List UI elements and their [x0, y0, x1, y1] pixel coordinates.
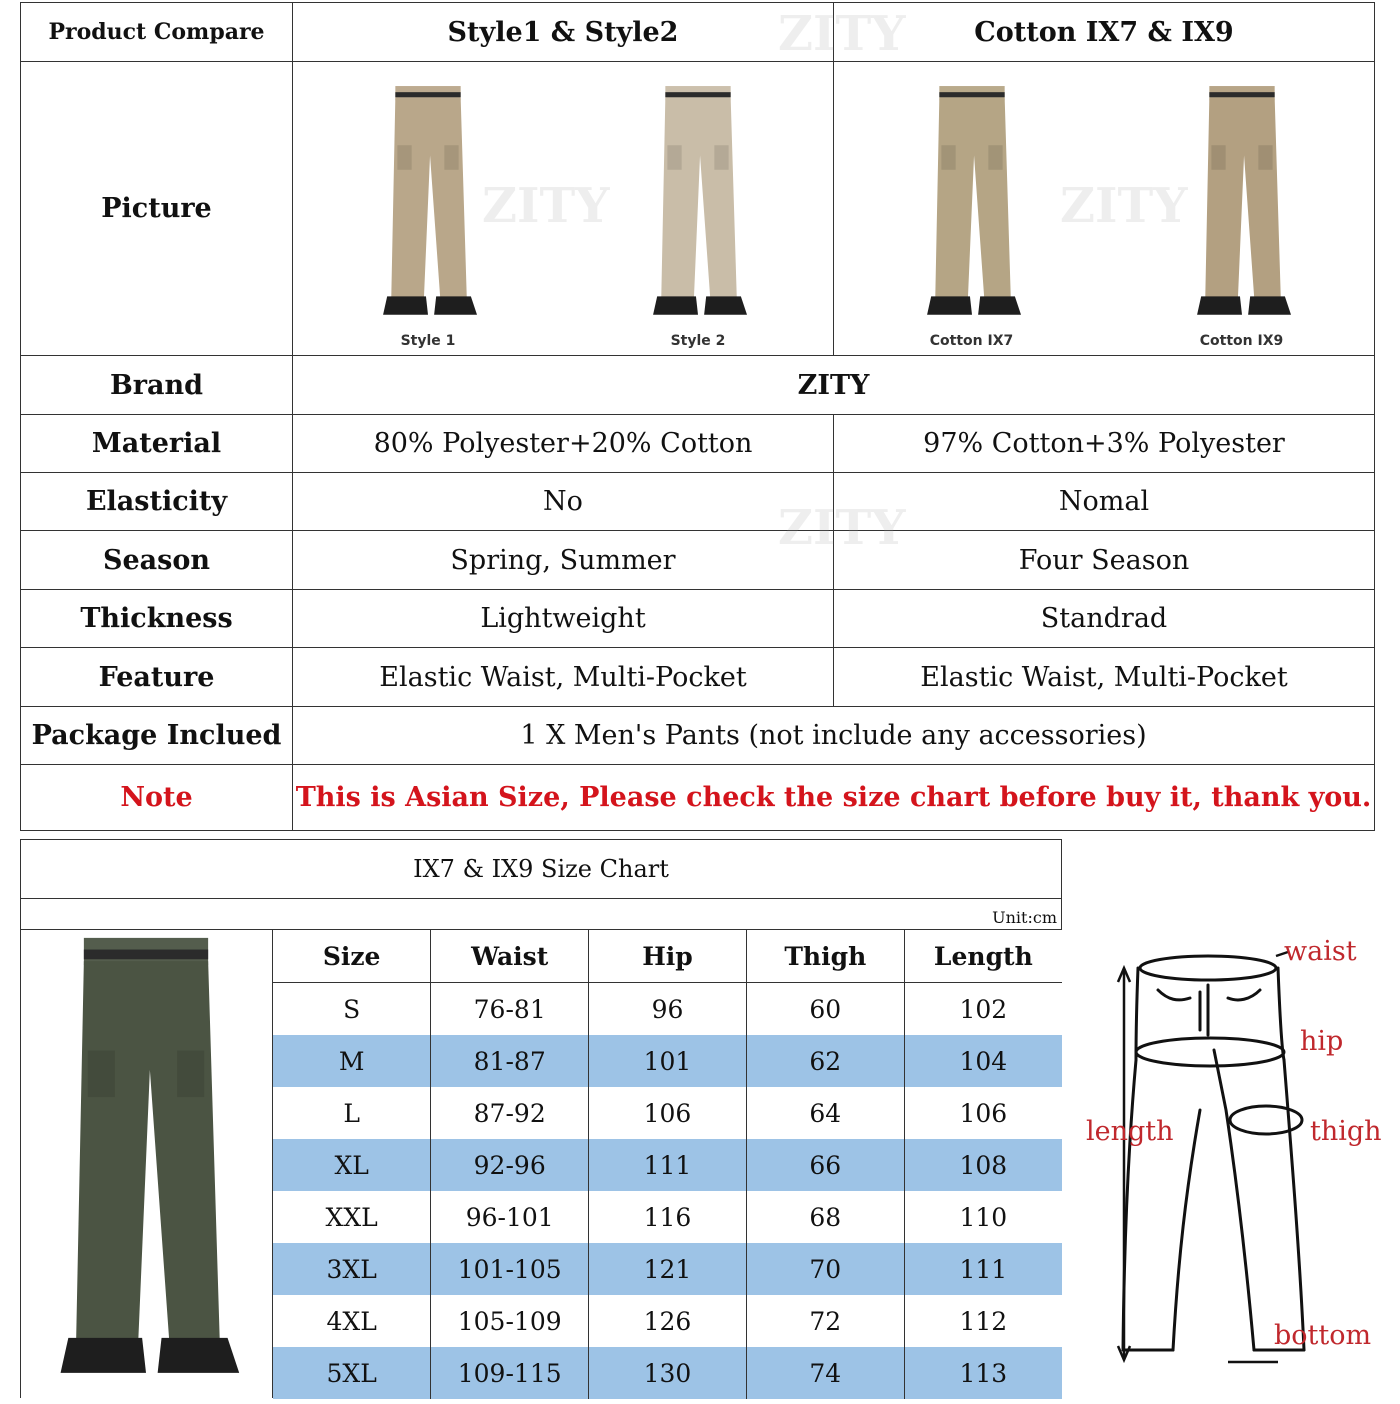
zity-watermark: ZITY — [1060, 178, 1188, 234]
season-label: Season — [21, 531, 293, 590]
size-chart-cell: 5XL — [273, 1347, 431, 1399]
style1-picture — [373, 84, 483, 355]
size-chart-cell: 76-81 — [431, 983, 589, 1036]
note-label: Note — [21, 765, 293, 831]
feature-style-value: Elastic Waist, Multi-Pocket — [293, 648, 834, 707]
cotton-ix7-picture — [907, 84, 1037, 355]
size-chart-body — [273, 983, 1062, 1400]
size-chart-cell: 64 — [746, 1087, 904, 1139]
size-chart-row — [273, 1243, 1062, 1295]
season-cotton-value: Four Season — [834, 531, 1375, 590]
style1-pants-image — [373, 84, 483, 329]
style-pictures-cell — [293, 62, 834, 356]
cotton-ix7-caption: Cotton IX7 — [929, 332, 1014, 349]
material-cotton-value: 97% Cotton+3% Polyester — [834, 415, 1375, 473]
package-value: 1 X Men's Pants (not include any accessories) — [293, 707, 1375, 765]
zity-watermark: ZITY — [482, 178, 610, 234]
size-chart-cell: 62 — [746, 1035, 904, 1087]
compare-header-label: Product Compare — [21, 3, 293, 62]
size-chart-cell: L — [273, 1087, 431, 1139]
size-chart-cell: XXL — [273, 1191, 431, 1243]
size-chart-cell: 102 — [959, 994, 1008, 1024]
size-chart-column-header: Length — [904, 930, 1062, 983]
size-chart-row — [273, 1139, 1062, 1191]
thickness-label: Thickness — [21, 590, 293, 648]
size-chart-row — [273, 1347, 1062, 1399]
size-chart-cell: 96 — [589, 983, 747, 1036]
feature-label: Feature — [21, 648, 293, 707]
pants-outline — [1123, 956, 1304, 1350]
material-label: Material — [21, 415, 293, 473]
zity-watermark: ZITY — [778, 500, 906, 556]
note-value: This is Asian Size, Please check the size chart before buy it, thank you. — [293, 765, 1375, 831]
size-chart-cell: XL — [273, 1139, 431, 1191]
size-chart-cell: 4XL — [273, 1295, 431, 1347]
picture-label: Picture — [21, 62, 293, 356]
elasticity-style-value: No — [293, 473, 834, 531]
size-chart-cell: 101-105 — [431, 1243, 589, 1295]
thickness-cotton-value: Standrad — [834, 590, 1375, 648]
size-chart-cell: 113 — [904, 1347, 1062, 1399]
size-chart-table — [273, 930, 1062, 1399]
cotton-ix9-caption: Cotton IX9 — [1199, 332, 1284, 349]
size-chart-cell: 3XL — [273, 1243, 431, 1295]
measurement-arrows — [1118, 952, 1288, 1362]
brand-label: Brand — [21, 356, 293, 415]
cotton-ix9-picture — [1182, 84, 1302, 355]
style1-caption: Style 1 — [400, 332, 456, 349]
size-chart-header-row — [273, 930, 1062, 983]
size-chart-cell: 81-87 — [431, 1035, 589, 1087]
hip-label: hip — [1300, 1026, 1344, 1057]
size-chart-row — [273, 983, 1062, 1036]
compare-header-style: Style1 & Style2 — [293, 3, 834, 62]
size-chart-cell: 105-109 — [431, 1295, 589, 1347]
olive-pants-image — [21, 934, 271, 1400]
size-chart-cell: 111 — [904, 1243, 1062, 1295]
size-chart-cell: 112 — [959, 1306, 1008, 1336]
cotton-ix7-pants-image — [907, 84, 1037, 329]
size-chart-row — [273, 1035, 1062, 1087]
size-chart-title: IX7 & IX9 Size Chart — [20, 839, 1062, 899]
thigh-label: thigh — [1310, 1116, 1382, 1147]
cotton-pictures-cell — [834, 62, 1375, 356]
size-chart-cell: 72 — [746, 1295, 904, 1347]
material-style-value: 80% Polyester+20% Cotton — [293, 415, 834, 473]
size-chart-cell: 106 — [959, 1098, 1008, 1128]
size-chart-cell: 101 — [589, 1035, 747, 1087]
size-chart-cell: 110 — [959, 1202, 1008, 1232]
feature-cotton-value: Elastic Waist, Multi-Pocket — [834, 648, 1375, 707]
season-style-value: Spring, Summer — [293, 531, 834, 590]
elasticity-label: Elasticity — [21, 473, 293, 531]
product-compare-table — [20, 2, 1375, 831]
size-chart-cell: 96-101 — [431, 1191, 589, 1243]
size-chart-cell: 70 — [746, 1243, 904, 1295]
size-chart-cell: 106 — [589, 1087, 747, 1139]
zity-watermark: ZITY — [778, 6, 906, 62]
size-chart-row — [273, 1295, 1062, 1347]
cotton-ix9-pants-image — [1182, 84, 1302, 329]
size-chart-cell: 74 — [746, 1347, 904, 1399]
length-label: length — [1086, 1116, 1174, 1147]
size-chart-cell: 60 — [746, 983, 904, 1036]
size-chart-row — [273, 1087, 1062, 1139]
size-chart-cell: 121 — [589, 1243, 747, 1295]
size-chart-column-header: Hip — [589, 930, 747, 983]
waist-label: waist — [1284, 936, 1357, 967]
size-chart-cell: 66 — [746, 1139, 904, 1191]
size-chart-cell: 108 — [904, 1139, 1062, 1191]
compare-header-cotton: Cotton IX7 & IX9 — [834, 3, 1375, 62]
thickness-style-value: Lightweight — [293, 590, 834, 648]
style2-pants-image — [643, 84, 753, 329]
elasticity-cotton-value: Nomal — [834, 473, 1375, 531]
size-chart-row — [273, 1191, 1062, 1243]
size-chart-cell: M — [273, 1035, 431, 1087]
style2-picture — [643, 84, 753, 355]
size-chart-cell: 116 — [589, 1191, 747, 1243]
size-chart-cell: 126 — [589, 1295, 747, 1347]
size-chart-column-header: Thigh — [746, 930, 904, 983]
size-chart-photo — [20, 930, 273, 1398]
size-chart-column-header: Size — [273, 930, 431, 983]
size-chart-unit: Unit:cm — [20, 899, 1062, 930]
size-chart-cell: 130 — [589, 1347, 747, 1399]
size-chart-cell: 111 — [589, 1139, 747, 1191]
style2-caption: Style 2 — [670, 332, 726, 349]
size-chart-cell: 92-96 — [431, 1139, 589, 1191]
size-chart-cell: 104 — [904, 1035, 1062, 1087]
size-chart-cell: 68 — [746, 1191, 904, 1243]
package-label: Package Inclued — [21, 707, 293, 765]
size-chart-cell: 109-115 — [431, 1347, 589, 1399]
measurement-diagram — [1078, 930, 1388, 1370]
size-chart-cell: 87-92 — [431, 1087, 589, 1139]
bottom-label: bottom — [1274, 1320, 1372, 1351]
size-chart-column-header: Waist — [431, 930, 589, 983]
brand-value: ZITY — [293, 356, 1375, 415]
size-chart-cell: S — [273, 983, 431, 1036]
